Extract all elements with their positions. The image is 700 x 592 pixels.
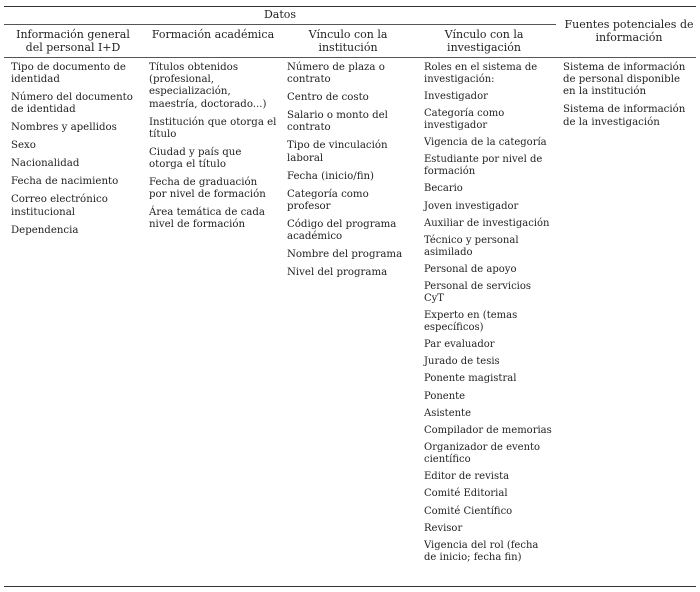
list-item: Revisor — [424, 522, 463, 534]
list-item: Jurado de tesis — [424, 356, 500, 368]
list-item: Salario o monto del contrato — [287, 110, 388, 134]
list-item: Categoría como investigador — [424, 108, 505, 131]
list-item: Fecha (inicio/fin) — [287, 170, 375, 182]
list-item: Nombres y apellidos — [11, 122, 117, 134]
list-item: Código del programa académico — [287, 218, 397, 243]
list-item: Estudiante por nivel de formación — [424, 154, 543, 178]
list-item: Centro de costo — [287, 92, 369, 104]
list-item: Comité Científico — [424, 505, 513, 517]
list-item: Experto en (temas específicos) — [424, 310, 518, 333]
list-item: Asistente — [424, 407, 471, 419]
list-item: Número de plaza o contrato — [287, 62, 385, 86]
list-item: Títulos obtenidos (profesional, especialización, maestría, doctorado...) — [149, 62, 267, 110]
list-item: Par evaluador — [424, 339, 495, 351]
column-fuentes — [563, 62, 693, 129]
list-item: Sexo — [11, 140, 36, 152]
list-item: Personal de servicios CyT — [424, 281, 532, 304]
list-item: Vigencia de la categoría — [424, 137, 547, 149]
list-item: Dependencia — [11, 224, 79, 236]
list-item: Categoría como profesor — [287, 188, 369, 212]
list-item: Fecha de graduación por nivel de formación — [149, 177, 266, 201]
list-item: Correo electrónico institucional — [11, 194, 108, 218]
list-item: Vigencia del rol (fecha de inicio; fecha fin) — [424, 539, 539, 563]
group-header-rule — [4, 24, 556, 25]
list-item: Sistema de información de la investigación — [563, 104, 686, 128]
column-header-fuentes: Fuentes potenciales de información — [564, 18, 694, 44]
column-header-vinculo-investigacion: Vínculo con la investigación — [444, 28, 524, 54]
list-item: Tipo de documento de identidad — [11, 62, 126, 86]
list-item: Ciudad y país que otorga el título — [149, 146, 242, 171]
list-item: Investigador — [424, 90, 488, 102]
list-item: Ponente — [424, 390, 466, 402]
list-item: Fecha de nacimiento — [11, 176, 119, 188]
list-item: Ponente magistral — [424, 373, 517, 385]
list-item: Becario — [424, 183, 463, 195]
column-formacion-academica — [149, 62, 277, 232]
list-item: Compilador de memorias — [424, 424, 552, 436]
column-header-formacion-academica: Formación académica — [151, 28, 275, 41]
list-item: Roles en el sistema de investigación: — [424, 62, 538, 85]
column-vinculo-investigacion — [424, 62, 552, 563]
list-item: Área temática de cada nivel de formación — [149, 207, 265, 231]
group-header-datos: Datos — [263, 8, 297, 21]
list-item: Organizador de evento científico — [424, 442, 541, 465]
list-item: Sistema de información de personal disponible en la institución — [563, 62, 686, 98]
column-informacion-general — [11, 62, 141, 237]
header-bottom-rule — [4, 57, 696, 58]
list-item: Número del documento de identidad — [11, 92, 133, 116]
list-item: Comité Editorial — [424, 488, 508, 500]
list-item: Técnico y personal asimilado — [424, 234, 519, 258]
list-item: Nombre del programa — [287, 249, 403, 261]
column-header-informacion-general: Información general del personal I+D — [16, 28, 130, 54]
list-item: Nivel del programa — [287, 267, 388, 279]
list-item: Editor de revista — [424, 471, 510, 483]
table-top-rule — [4, 6, 696, 7]
list-item: Nacionalidad — [11, 158, 80, 170]
column-header-vinculo-institucion: Vínculo con la institución — [308, 28, 388, 54]
list-item: Institución que otorga el título — [149, 116, 277, 140]
table-bottom-rule — [4, 586, 696, 587]
list-item: Auxiliar de investigación — [424, 217, 550, 229]
list-item: Joven investigador — [424, 200, 519, 212]
column-vinculo-institucion — [287, 62, 413, 279]
list-item: Personal de apoyo — [424, 263, 517, 275]
list-item: Tipo de vinculación laboral — [287, 140, 388, 164]
